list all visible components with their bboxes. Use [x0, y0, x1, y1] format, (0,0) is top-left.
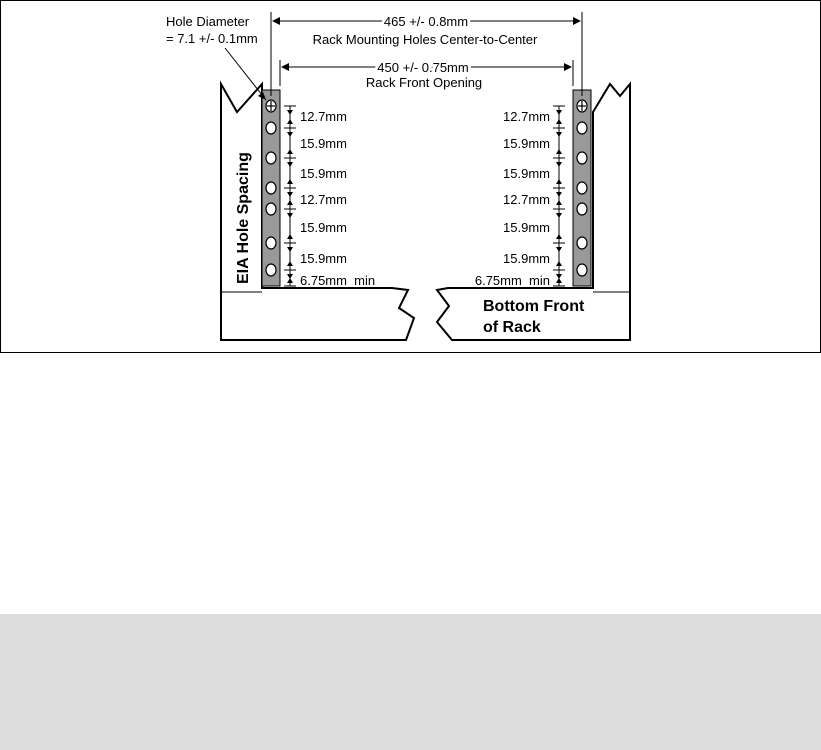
right-spacing-label: 15.9mm — [503, 220, 550, 235]
bottom-front-label-line2: of Rack — [483, 319, 541, 336]
rail-hole — [577, 152, 587, 164]
rail-hole — [577, 203, 587, 215]
diagram-border — [1, 1, 821, 353]
rail-hole — [577, 264, 587, 276]
bottom-front-label-line1: Bottom Front — [483, 298, 585, 315]
right-spacing-label: 6.75mm min — [474, 273, 550, 288]
footer-gray-band — [0, 614, 821, 750]
rack-diagram — [0, 0, 821, 354]
left-spacing-label: 12.7mm — [300, 192, 347, 207]
rail-hole — [266, 122, 276, 134]
rail-hole — [266, 182, 276, 194]
left-spacing-label: 15.9mm — [300, 166, 347, 181]
front-opening-value: 450 +/- 0.75mm — [377, 60, 469, 75]
rail-hole — [266, 264, 276, 276]
rail-hole — [577, 182, 587, 194]
center-to-center-label: Rack Mounting Holes Center-to-Center — [312, 32, 538, 47]
right-spacing-label: 12.7mm — [503, 192, 550, 207]
rail-hole — [266, 237, 276, 249]
rail-hole — [577, 122, 587, 134]
right-spacing-label: 15.9mm — [503, 136, 550, 151]
left-spacing-label: 15.9mm — [300, 136, 347, 151]
hole-diameter-title: Hole Diameter — [166, 14, 250, 29]
center-to-center-value: 465 +/- 0.8mm — [383, 14, 469, 29]
right-spacing-label: 12.7mm — [503, 109, 550, 124]
left-spacing-label: 12.7mm — [300, 109, 347, 124]
rail-hole — [266, 203, 276, 215]
rail-hole — [577, 237, 587, 249]
left-spacing-label: 15.9mm — [300, 220, 347, 235]
left-spacing-label: 15.9mm — [300, 251, 347, 266]
front-opening-label: Rack Front Opening — [365, 75, 483, 90]
left-spacing-label: 6.75mm min — [300, 273, 376, 288]
rail-hole — [266, 152, 276, 164]
hole-diameter-value: = 7.1 +/- 0.1mm — [166, 31, 258, 46]
eia-hole-spacing-label: EIA Hole Spacing — [235, 152, 252, 284]
right-spacing-label: 15.9mm — [503, 166, 550, 181]
right-spacing-label: 15.9mm — [503, 251, 550, 266]
